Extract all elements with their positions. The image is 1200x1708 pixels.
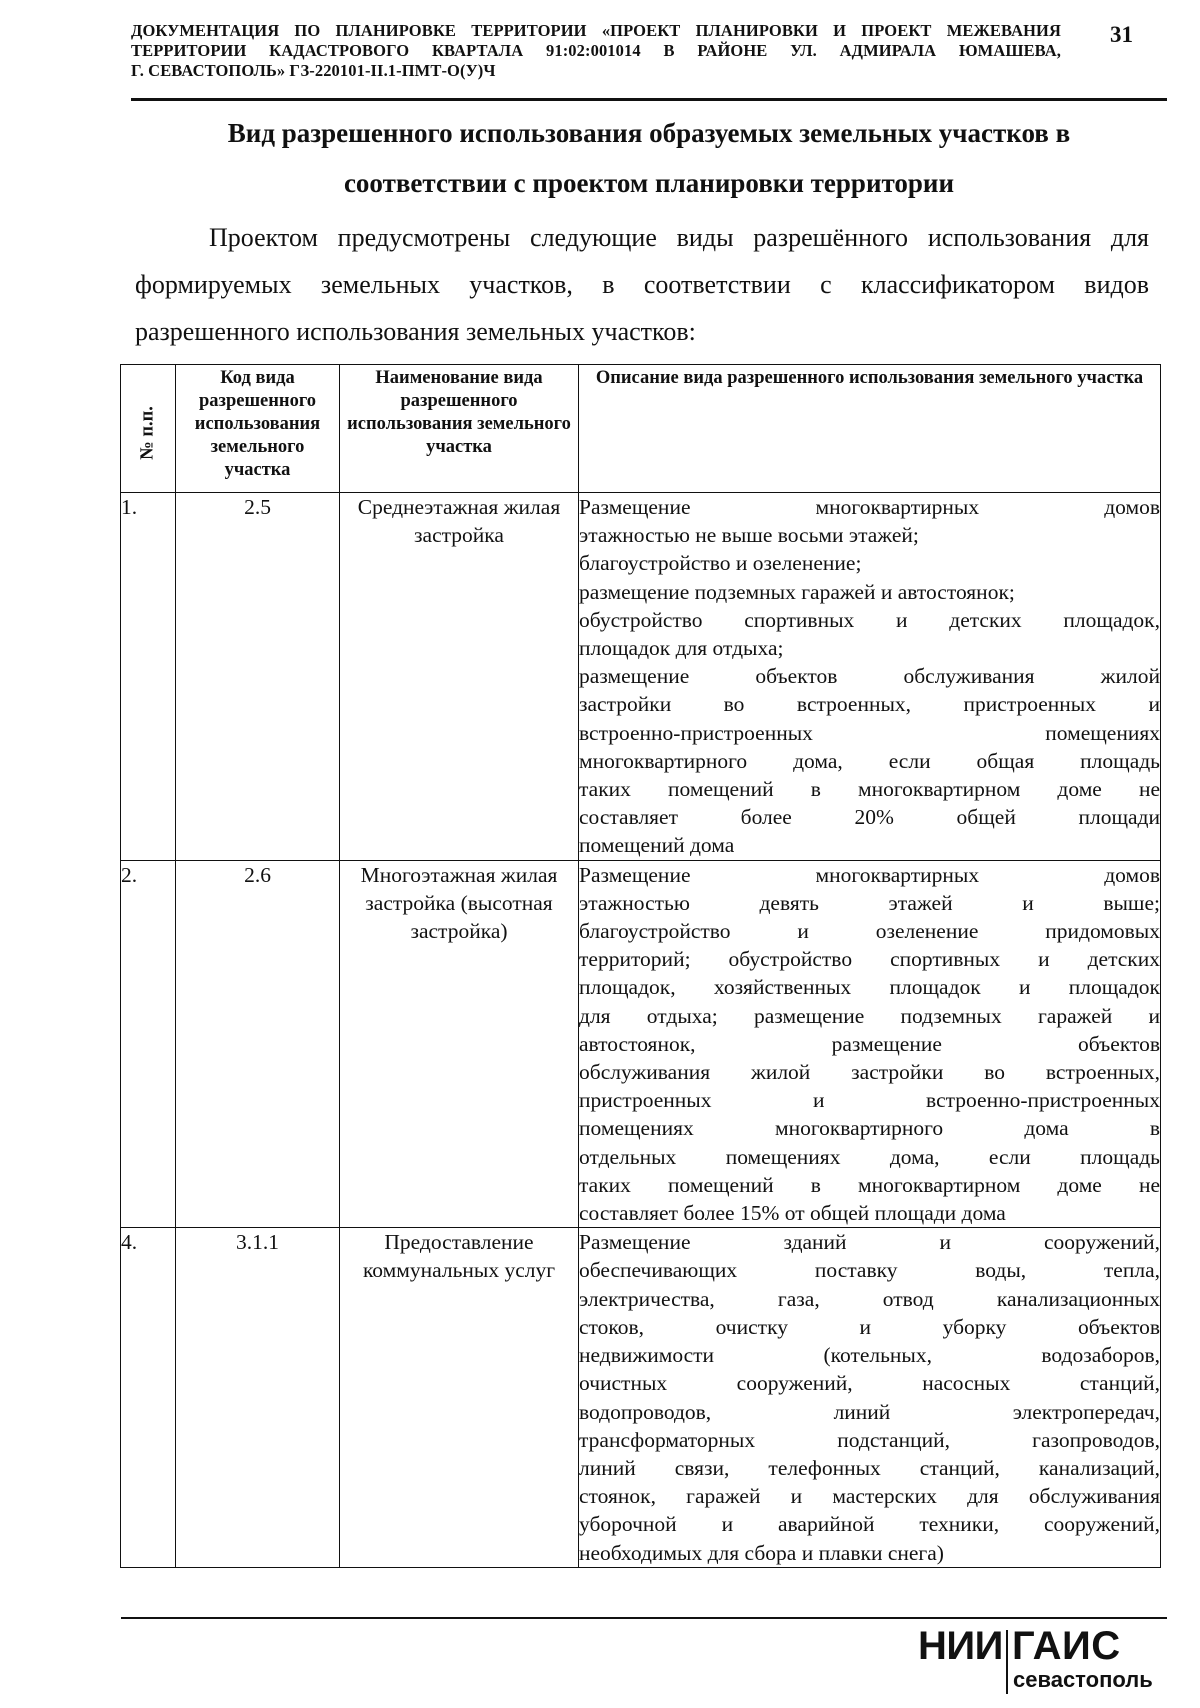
row-description <box>579 493 1161 861</box>
description-line: этажностью не выше восьми этажей; <box>579 523 919 548</box>
description-line: Размещение многоквартирных домов <box>579 862 1160 887</box>
row-description <box>579 860 1161 1228</box>
header-description: Описание вида разрешенного использования земельного участка <box>579 365 1161 493</box>
description-line: этажностью девять этажей и выше; <box>579 890 1160 915</box>
description-line: Размещение многоквартирных домов <box>579 495 1160 519</box>
description-line: линий связи, телефонных станций, канализаций, <box>579 1455 1160 1480</box>
description-line: помещений дома <box>579 833 735 858</box>
description-line: обустройство спортивных и детских площадок, <box>579 607 1160 632</box>
description-line: автостоянок, размещение объектов <box>579 1031 1160 1056</box>
header-code: Код вида разрешенного использования земельного участка <box>176 365 340 493</box>
header-line-1: ДОКУМЕНТАЦИЯ ПО ПЛАНИРОВКЕ ТЕРРИТОРИИ «ПРОЕКТ ПЛАНИРОВКИ И ПРОЕКТ МЕЖЕВАНИЯ <box>131 21 1061 40</box>
description-line: составляет более 20% общей площади <box>579 805 1160 830</box>
header-number <box>121 365 176 493</box>
description-line: помещениях многоквартирного дома в <box>579 1116 1160 1141</box>
description-line: составляет более 15% от общей площади дома <box>579 1201 1006 1226</box>
description-line: благоустройство и озеленение; <box>579 551 862 576</box>
land-use-table <box>120 364 1161 1568</box>
header-line-3: Г. СЕВАСТОПОЛЬ» ГЗ-220101-II.1-ПМТ-О(У)Ч <box>131 61 496 80</box>
intro-paragraph <box>135 214 1149 355</box>
description-line: стоянок, гаражей и мастерских для обслуживания <box>579 1484 1160 1509</box>
description-line: электричества, газа, отвод канализационных <box>579 1286 1160 1311</box>
row-number: 2. <box>121 860 176 1228</box>
description-line: обслуживания жилой застройки во встроенных, <box>579 1060 1160 1085</box>
description-line: площадок для отдыха; <box>579 636 784 661</box>
header-name: Наименование вида разрешенного использования земельного участка <box>340 365 579 493</box>
section-title-line-1: Вид разрешенного использования образуемых земельных участков в <box>227 118 1071 148</box>
footer-divider <box>121 1617 1167 1619</box>
description-line: для отдыха; размещение подземных гаражей и <box>579 1003 1160 1028</box>
row-code: 3.1.1 <box>176 1228 340 1567</box>
niigais-logo <box>918 1624 1178 1696</box>
table-header-row <box>121 365 1161 493</box>
description-line: таких помещений в многоквартирном доме не <box>579 1172 1160 1197</box>
description-line: застройки во встроенных, пристроенных и <box>579 692 1160 717</box>
description-line: водопроводов, линий электропередач, <box>579 1399 1160 1424</box>
header-number-label: № п.п. <box>137 406 158 460</box>
row-name: Многоэтажная жилая застройка (высотная застройка) <box>340 860 579 1228</box>
description-line: уборочной и аварийной техники, сооружений, <box>579 1512 1160 1537</box>
row-description <box>579 1228 1161 1567</box>
row-number: 4. <box>121 1228 176 1567</box>
row-code: 2.6 <box>176 860 340 1228</box>
logo-text-nii: НИИ <box>918 1624 1003 1668</box>
intro-line-3: разрешенного использования земельных участков: <box>135 317 696 346</box>
description-line: трансформаторных подстанций, газопроводов, <box>579 1427 1160 1452</box>
description-line: благоустройство и озеленение придомовых <box>579 919 1160 944</box>
description-line: площадок, хозяйственных площадок и площадок <box>579 975 1160 1000</box>
intro-line-1: Проектом предусмотрены следующие виды разрешённого использования для <box>209 223 1149 252</box>
description-line: Размещение зданий и сооружений, <box>579 1230 1160 1255</box>
table-row <box>121 860 1161 1228</box>
description-line: необходимых для сбора и плавки снега) <box>579 1540 944 1565</box>
logo-text-city: севастополь <box>1013 1667 1153 1692</box>
intro-line-2: формируемых земельных участков, в соответствии с классификатором видов <box>135 270 1149 299</box>
logo-separator <box>1006 1630 1008 1694</box>
row-number: 1. <box>121 493 176 861</box>
header-divider <box>131 98 1167 101</box>
description-line: многоквартирного дома, если общая площадь <box>579 748 1160 773</box>
row-code: 2.5 <box>176 493 340 861</box>
row-name: Среднеэтажная жилая застройка <box>340 493 579 861</box>
description-line: территорий; обустройство спортивных и детских <box>579 947 1160 972</box>
description-line: встроенно-пристроенных помещениях <box>579 720 1160 745</box>
description-line: стоков, очистку и уборку объектов <box>579 1314 1160 1339</box>
description-line: размещение подземных гаражей и автостоянок; <box>579 579 1015 604</box>
table-row <box>121 1228 1161 1567</box>
description-line: отдельных помещениях дома, если площадь <box>579 1144 1160 1169</box>
logo-text-gais: ГАИС <box>1012 1624 1121 1668</box>
description-line: очистных сооружений, насосных станций, <box>579 1371 1160 1396</box>
description-line: обеспечивающих поставку воды, тепла, <box>579 1258 1160 1283</box>
section-title-line-2: соответствии с проектом планировки территории <box>343 168 955 198</box>
page-number: 31 <box>1110 22 1133 47</box>
table-row <box>121 493 1161 861</box>
description-line: недвижимости (котельных, водозаборов, <box>579 1343 1160 1368</box>
row-name: Предоставление коммунальных услуг <box>340 1228 579 1567</box>
description-line: пристроенных и встроенно-пристроенных <box>579 1088 1160 1113</box>
description-line: размещение объектов обслуживания жилой <box>579 664 1160 689</box>
description-line: таких помещений в многоквартирном доме не <box>579 777 1160 802</box>
document-header <box>131 21 1061 81</box>
header-line-2: ТЕРРИТОРИИ КАДАСТРОВОГО КВАРТАЛА 91:02:001014 В РАЙОНЕ УЛ. АДМИРАЛА ЮМАШЕВА, <box>131 41 1061 60</box>
